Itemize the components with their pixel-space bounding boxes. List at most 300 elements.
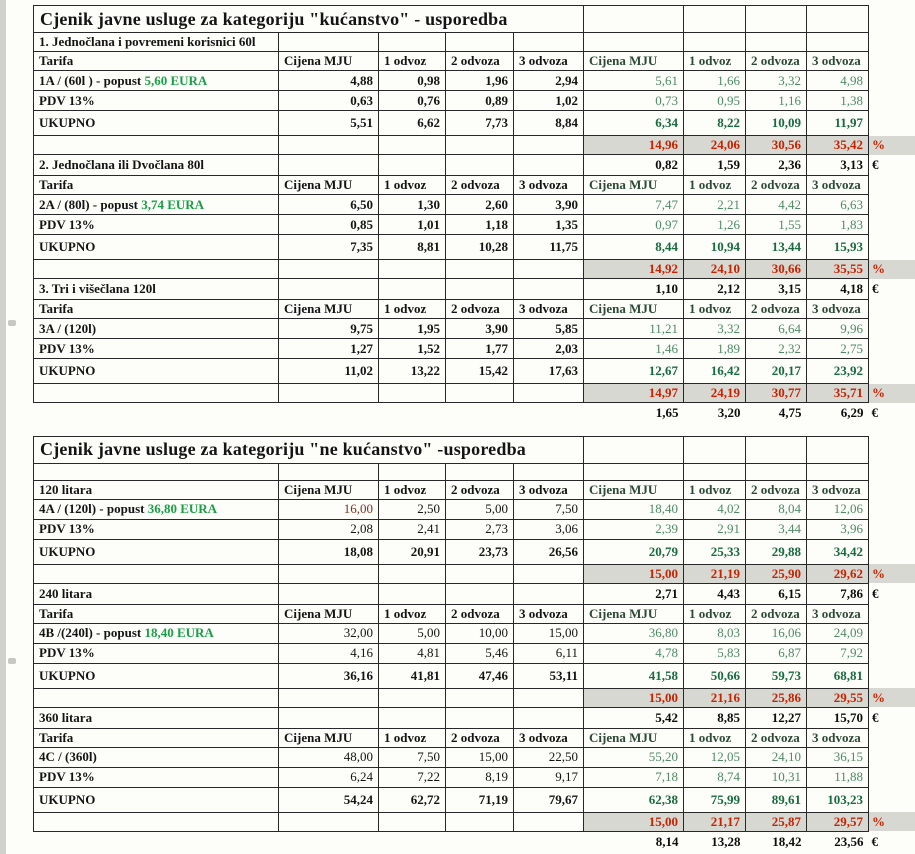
column-header-cell: Cijena MJU	[584, 52, 684, 71]
empty-cell	[446, 831, 514, 852]
value-cell: 7,35	[279, 235, 379, 260]
euro-value-cell: 2,12	[684, 279, 746, 300]
value-cell: 24,09	[807, 623, 869, 643]
euro-summary-row	[34, 279, 915, 300]
corner-cell	[869, 767, 915, 787]
column-header-cell: 3 odvoza	[807, 176, 869, 195]
value-cell: 5,83	[684, 643, 746, 663]
value-cell: 41,81	[379, 663, 446, 688]
corner-cell	[869, 787, 915, 812]
empty-cell	[279, 564, 379, 583]
value-cell: 62,72	[379, 787, 446, 812]
column-header-cell: 120 litara	[34, 480, 279, 499]
table-kucanstvo-body	[34, 6, 915, 424]
column-header-row	[34, 604, 915, 623]
value-cell: 15,42	[446, 359, 514, 384]
column-header-cell: 2 odvoza	[746, 480, 807, 499]
value-cell: 54,24	[279, 787, 379, 812]
column-header-cell: 1 odvoz	[684, 52, 746, 71]
value-cell: 11,88	[807, 767, 869, 787]
value-cell: 9,75	[279, 319, 379, 339]
empty-cell	[379, 831, 446, 852]
table-row	[34, 359, 915, 384]
column-header-cell: Cijena MJU	[584, 300, 684, 319]
column-header-cell: 2 odvoza	[446, 176, 514, 195]
empty-cell	[584, 463, 684, 480]
euro-value-cell: 2,36	[746, 155, 807, 176]
value-cell: 10,94	[684, 235, 746, 260]
column-header-cell: 3 odvoza	[807, 52, 869, 71]
empty-cell	[446, 564, 514, 583]
value-cell: 5,51	[279, 111, 379, 136]
column-header-cell: Tarifa	[34, 52, 279, 71]
percent-summary-row	[34, 688, 915, 707]
value-cell: 8,44	[584, 235, 684, 260]
euro-value-cell: 3,13	[807, 155, 869, 176]
value-cell: 7,18	[584, 767, 684, 787]
empty-cell	[746, 436, 807, 463]
empty-cell	[514, 403, 584, 424]
empty-cell	[379, 463, 446, 480]
table-label-cell: 2. Jednočlana ili Dvočlana 80l	[34, 155, 279, 176]
euro-value-cell: 12,27	[746, 707, 807, 728]
discount-text: 36,80 EURA	[147, 501, 218, 516]
value-cell: 29,88	[746, 539, 807, 564]
corner-cell	[869, 643, 915, 663]
percent-value-cell: 21,17	[684, 812, 746, 831]
percent-value-cell: 30,56	[746, 136, 807, 155]
value-cell: 4,81	[379, 643, 446, 663]
value-cell: 9,96	[807, 319, 869, 339]
percent-sign: %	[869, 136, 915, 155]
column-header-cell: 2 odvoza	[746, 728, 807, 747]
value-cell: 1,55	[746, 215, 807, 235]
euro-value-cell: 1,65	[655, 405, 679, 421]
tariff-label-cell: UKUPNO	[34, 111, 279, 136]
table-label-cell: 3. Tri i višečlana 120l	[34, 279, 279, 300]
empty-cell	[514, 707, 584, 728]
column-header-cell: Tarifa	[34, 300, 279, 319]
value-cell: 0,73	[584, 91, 684, 111]
value-cell: 22,50	[514, 747, 584, 767]
value-cell: 3,44	[746, 519, 807, 539]
table-row	[34, 339, 915, 359]
percent-value-cell: 25,86	[746, 688, 807, 707]
value-cell: 8,03	[684, 623, 746, 643]
table-label-row	[34, 33, 915, 52]
corner-cell	[869, 52, 915, 71]
value-cell: 12,06	[807, 499, 869, 519]
table-row	[34, 623, 915, 643]
value-cell: 16,00	[279, 499, 379, 519]
empty-cell	[446, 279, 514, 300]
corner-cell	[869, 359, 915, 384]
value-cell: 5,85	[514, 319, 584, 339]
value-cell: 2,39	[584, 519, 684, 539]
value-cell: 79,67	[514, 787, 584, 812]
empty-cell	[807, 436, 869, 463]
empty-cell	[446, 688, 514, 707]
column-header-cell: Cijena MJU	[279, 300, 379, 319]
euro-value-cell: 15,70	[807, 707, 869, 728]
euro-sign: €	[871, 833, 879, 849]
empty-cell	[746, 463, 807, 480]
percent-value-cell: 15,00	[584, 564, 684, 583]
column-header-cell: 2 odvoza	[746, 604, 807, 623]
column-header-cell: Tarifa	[34, 176, 279, 195]
value-cell: 53,11	[514, 663, 584, 688]
value-cell: 8,22	[684, 111, 746, 136]
value-cell: 75,99	[684, 787, 746, 812]
euro-value-cell: 1,59	[684, 155, 746, 176]
section-title: Cjenik javne usluge za kategoriju "ne kućanstvo" -usporedba	[34, 436, 584, 463]
table-row	[34, 111, 915, 136]
percent-value-cell: 14,97	[584, 384, 684, 403]
percent-value-cell: 29,57	[807, 812, 869, 831]
percent-summary-row	[34, 564, 915, 583]
value-cell: 32,00	[279, 623, 379, 643]
tariff-label-cell: 4C / (360l)	[34, 747, 279, 767]
value-cell: 10,00	[446, 623, 514, 643]
column-header-cell: Cijena MJU	[584, 728, 684, 747]
table-row	[34, 767, 915, 787]
value-cell: 20,91	[379, 539, 446, 564]
empty-cell	[746, 6, 807, 33]
corner-cell	[869, 623, 915, 643]
empty-cell	[379, 155, 446, 176]
value-cell: 1,35	[514, 215, 584, 235]
percent-summary-row	[34, 384, 915, 403]
value-cell: 3,06	[514, 519, 584, 539]
percent-value-cell: 14,96	[584, 136, 684, 155]
value-cell: 1,16	[746, 91, 807, 111]
value-cell: 6,34	[584, 111, 684, 136]
value-cell: 16,06	[746, 623, 807, 643]
empty-cell	[446, 384, 514, 403]
tariff-label-cell: PDV 13%	[34, 91, 279, 111]
table-row	[34, 499, 915, 519]
table-label-cell: 240 litara	[34, 583, 279, 604]
empty-cell	[279, 831, 379, 852]
empty-cell	[514, 463, 584, 480]
value-cell: 12,05	[684, 747, 746, 767]
value-cell: 2,50	[379, 499, 446, 519]
empty-cell	[446, 583, 514, 604]
tariff-label-cell: PDV 13%	[34, 519, 279, 539]
tariff-label-cell: PDV 13%	[34, 767, 279, 787]
table-label-cell: 360 litara	[34, 707, 279, 728]
value-cell: 26,56	[514, 539, 584, 564]
value-cell: 7,50	[379, 747, 446, 767]
percent-value-cell: 29,55	[807, 688, 869, 707]
euro-summary-row	[34, 831, 915, 852]
value-cell: 2,91	[684, 519, 746, 539]
empty-cell	[746, 33, 807, 52]
column-header-cell: Cijena MJU	[279, 728, 379, 747]
column-header-cell: 3 odvoza	[807, 480, 869, 499]
corner-cell	[869, 176, 915, 195]
empty-cell	[446, 136, 514, 155]
value-cell: 0,97	[584, 215, 684, 235]
value-cell: 2,75	[807, 339, 869, 359]
euro-summary-row	[34, 583, 915, 604]
value-cell: 11,02	[279, 359, 379, 384]
value-cell: 5,61	[584, 71, 684, 91]
section-title: Cjenik javne usluge za kategoriju "kućanstvo" - usporedba	[34, 6, 584, 33]
table-label-cell: 1. Jednočlana i povremeni korisnici 60l	[34, 33, 279, 52]
empty-cell	[514, 583, 584, 604]
empty-cell	[34, 831, 279, 852]
empty-cell	[279, 707, 379, 728]
value-cell: 4,98	[807, 71, 869, 91]
empty-cell	[379, 136, 446, 155]
empty-cell	[279, 403, 379, 424]
tariff-label-cell: UKUPNO	[34, 787, 279, 812]
corner-cell	[869, 604, 915, 623]
empty-cell	[279, 260, 379, 279]
value-cell: 3,32	[684, 319, 746, 339]
empty-cell	[279, 136, 379, 155]
empty-cell	[514, 136, 584, 155]
value-cell: 8,84	[514, 111, 584, 136]
tariff-label-cell: 3A / (120l)	[34, 319, 279, 339]
euro-summary-row	[34, 155, 915, 176]
tariff-label-cell: PDV 13%	[34, 339, 279, 359]
tariff-label-cell	[34, 71, 279, 91]
discount-text: 5,60 EURA	[144, 72, 208, 88]
table-row	[34, 519, 915, 539]
percent-value-cell: 24,10	[684, 260, 746, 279]
table-row	[34, 195, 915, 215]
value-cell: 6,87	[746, 643, 807, 663]
empty-cell	[807, 33, 869, 52]
empty-cell	[279, 583, 379, 604]
tariff-label-cell: UKUPNO	[34, 539, 279, 564]
corner-cell	[869, 319, 915, 339]
empty-cell	[514, 564, 584, 583]
empty-cell	[514, 33, 584, 52]
column-header-cell: Cijena MJU	[279, 52, 379, 71]
value-cell: 1,38	[807, 91, 869, 111]
value-cell: 36,15	[807, 747, 869, 767]
section-title-row	[34, 436, 915, 463]
value-cell: 17,63	[514, 359, 584, 384]
percent-value-cell: 21,19	[684, 564, 746, 583]
value-cell: 13,22	[379, 359, 446, 384]
column-header-cell: 1 odvoz	[379, 728, 446, 747]
column-header-cell: 2 odvoza	[446, 728, 514, 747]
percent-value-cell: 35,71	[807, 384, 869, 403]
value-cell: 1,66	[684, 71, 746, 91]
value-cell: 1,26	[684, 215, 746, 235]
empty-cell	[379, 403, 446, 424]
percent-value-cell: 29,62	[807, 564, 869, 583]
column-header-cell: Cijena MJU	[584, 176, 684, 195]
value-cell: 2,94	[514, 71, 584, 91]
tariff-label-cell: UKUPNO	[34, 359, 279, 384]
empty-cell	[446, 403, 514, 424]
corner-cell	[869, 71, 915, 91]
corner-cell	[869, 300, 915, 319]
percent-value-cell: 35,55	[807, 260, 869, 279]
column-header-cell: 2 odvoza	[446, 480, 514, 499]
value-cell: 1,83	[807, 215, 869, 235]
column-header-cell: 1 odvoz	[684, 176, 746, 195]
value-cell: 1,95	[379, 319, 446, 339]
empty-grid-row	[34, 463, 915, 480]
column-header-row	[34, 52, 915, 71]
empty-cell	[446, 260, 514, 279]
value-cell: 20,17	[746, 359, 807, 384]
euro-sign: €	[869, 707, 915, 728]
tariff-label-cell	[34, 195, 279, 215]
value-cell: 89,61	[746, 787, 807, 812]
value-cell: 50,66	[684, 663, 746, 688]
value-cell: 3,90	[514, 195, 584, 215]
value-cell: 8,19	[446, 767, 514, 787]
euro-sign: €	[869, 583, 915, 604]
value-cell: 4,78	[584, 643, 684, 663]
value-cell: 7,47	[584, 195, 684, 215]
value-cell: 8,74	[684, 767, 746, 787]
column-header-cell: 3 odvoza	[514, 52, 584, 71]
value-cell: 5,00	[446, 499, 514, 519]
column-header-cell: 3 odvoza	[807, 300, 869, 319]
euro-summary-row	[34, 403, 915, 424]
empty-cell	[34, 812, 279, 831]
euro-value-cell: 6,29	[840, 405, 864, 421]
corner-cell	[869, 663, 915, 688]
column-header-cell: Tarifa	[34, 728, 279, 747]
column-header-cell: Cijena MJU	[279, 604, 379, 623]
corner-cell	[869, 195, 915, 215]
euro-value-cell: 4,75	[778, 405, 802, 421]
euro-value-cell: 1,10	[584, 279, 684, 300]
column-header-row	[34, 176, 915, 195]
corner-cell	[869, 235, 915, 260]
table-row	[34, 747, 915, 767]
corner-cell	[869, 499, 915, 519]
empty-cell	[279, 279, 379, 300]
value-cell: 1,02	[514, 91, 584, 111]
column-header-cell: 1 odvoz	[684, 604, 746, 623]
empty-cell	[34, 384, 279, 403]
value-cell: 6,62	[379, 111, 446, 136]
euro-value-cell: 0,82	[584, 155, 684, 176]
value-cell: 4,16	[279, 643, 379, 663]
value-cell: 0,76	[379, 91, 446, 111]
table-row	[34, 787, 915, 812]
euro-value-cell: 5,42	[584, 707, 684, 728]
euro-sign: €	[869, 279, 915, 300]
value-cell: 18,08	[279, 539, 379, 564]
column-header-cell: 2 odvoza	[746, 52, 807, 71]
column-header-cell: 1 odvoz	[379, 604, 446, 623]
value-cell: 6,63	[807, 195, 869, 215]
table-row	[34, 643, 915, 663]
empty-cell	[279, 33, 379, 52]
value-cell: 24,10	[746, 747, 807, 767]
percent-summary-row	[34, 260, 915, 279]
empty-cell	[379, 279, 446, 300]
value-cell: 20,79	[584, 539, 684, 564]
empty-cell	[446, 33, 514, 52]
column-header-cell: 1 odvoz	[379, 52, 446, 71]
corner-cell	[869, 539, 915, 564]
empty-cell	[379, 583, 446, 604]
column-header-cell: 1 odvoz	[684, 728, 746, 747]
value-cell: 8,04	[746, 499, 807, 519]
empty-cell	[584, 33, 684, 52]
value-cell: 11,97	[807, 111, 869, 136]
empty-cell	[446, 463, 514, 480]
value-cell: 1,30	[379, 195, 446, 215]
value-cell: 0,63	[279, 91, 379, 111]
value-cell: 2,08	[279, 519, 379, 539]
column-header-cell: 1 odvoz	[379, 480, 446, 499]
value-cell: 1,52	[379, 339, 446, 359]
discount-text: 18,40 EURA	[144, 625, 214, 640]
table-row	[34, 91, 915, 111]
column-header-row	[34, 300, 915, 319]
percent-sign: %	[869, 384, 915, 403]
euro-value-cell: 4,18	[807, 279, 869, 300]
table-row	[34, 319, 915, 339]
percent-value-cell: 25,87	[746, 812, 807, 831]
value-cell: 6,11	[514, 643, 584, 663]
value-cell: 1,18	[446, 215, 514, 235]
value-cell: 5,00	[379, 623, 446, 643]
corner-cell	[869, 215, 915, 235]
corner-cell	[869, 463, 915, 480]
empty-cell	[446, 155, 514, 176]
euro-value-cell: 23,56	[834, 833, 864, 849]
empty-cell	[684, 33, 746, 52]
empty-cell	[379, 564, 446, 583]
value-cell: 0,95	[684, 91, 746, 111]
value-cell: 16,42	[684, 359, 746, 384]
value-cell: 2,41	[379, 519, 446, 539]
percent-value-cell: 25,90	[746, 564, 807, 583]
empty-cell	[279, 463, 379, 480]
value-cell: 2,03	[514, 339, 584, 359]
value-cell: 4,42	[746, 195, 807, 215]
empty-cell	[446, 707, 514, 728]
empty-cell	[514, 155, 584, 176]
percent-value-cell: 14,92	[584, 260, 684, 279]
empty-cell	[279, 155, 379, 176]
value-cell: 12,67	[584, 359, 684, 384]
empty-cell	[34, 136, 279, 155]
euro-sign: €	[869, 155, 915, 176]
tariff-label-cell: PDV 13%	[34, 643, 279, 663]
value-cell: 2,32	[746, 339, 807, 359]
column-header-cell: 1 odvoz	[684, 480, 746, 499]
percent-summary-row	[34, 136, 915, 155]
corner-cell	[869, 480, 915, 499]
value-cell: 0,98	[379, 71, 446, 91]
value-cell: 9,17	[514, 767, 584, 787]
corner-cell	[869, 339, 915, 359]
tariff-label-cell: UKUPNO	[34, 235, 279, 260]
euro-value-cell: 8,85	[684, 707, 746, 728]
corner-cell	[869, 111, 915, 136]
value-cell: 62,38	[584, 787, 684, 812]
value-cell: 34,42	[807, 539, 869, 564]
value-cell: 8,81	[379, 235, 446, 260]
column-header-cell: Cijena MJU	[279, 176, 379, 195]
value-cell: 15,93	[807, 235, 869, 260]
